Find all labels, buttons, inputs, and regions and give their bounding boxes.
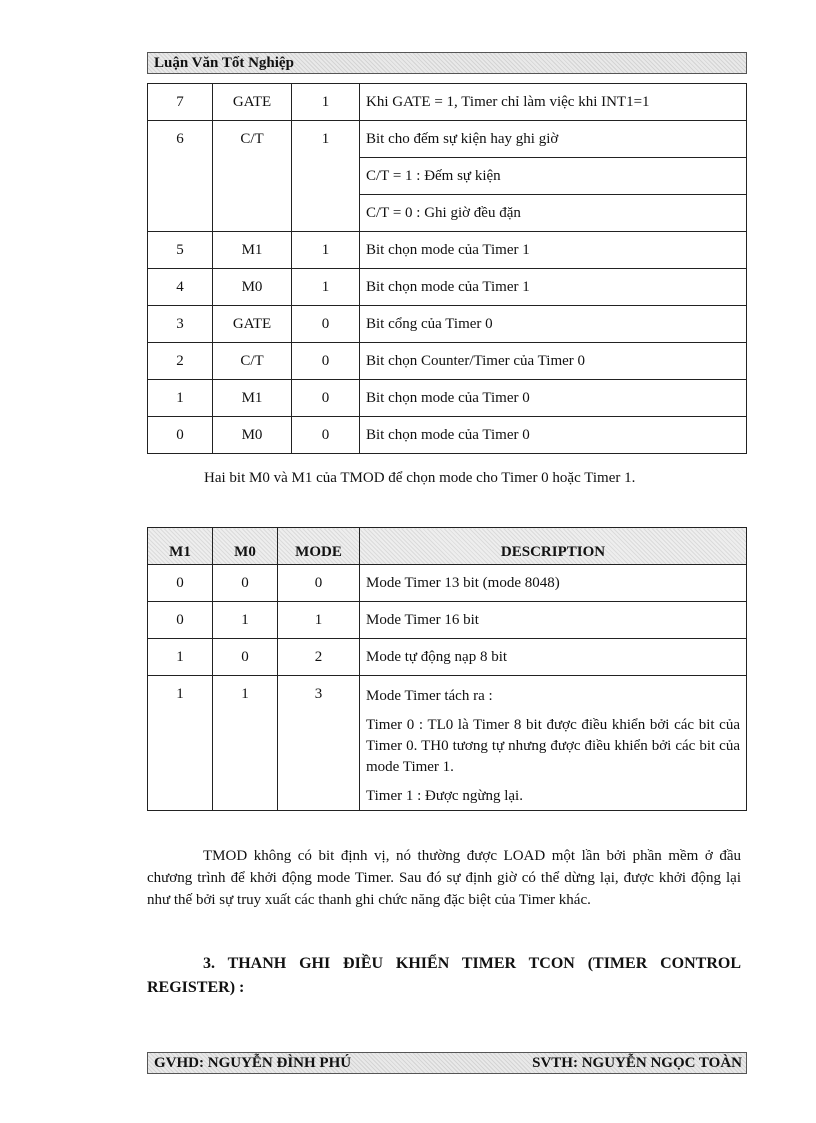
description-line: Timer 0 : TL0 là Timer 8 bit được điều khiển bởi các bit của Timer 0. TH0 tương tự nhưng được điều khiển bởi các bit của mode Timer 1. [366, 717, 740, 775]
bit-value: 0 [292, 380, 360, 417]
paragraph-tmod: TMOD không có bit định vị, nó thường được LOAD một lần bởi phần mềm ở đầu chương trình để khởi động mode Timer. Sau đó sự định giờ có thể dừng lại, được khởi động lại như thế bởi sự truy xuất các thanh ghi chức năng đặc biệt của Timer khác. [147, 848, 741, 908]
bit-description: Bit chọn mode của Timer 1 [360, 269, 747, 306]
column-header-description: DESCRIPTION [360, 528, 747, 565]
table-row [148, 380, 747, 417]
column-header-m0: M0 [213, 528, 278, 565]
table-row [148, 306, 747, 343]
bit-number: 5 [148, 232, 213, 269]
table-row [148, 269, 747, 306]
bit-number: 2 [148, 343, 213, 380]
table-header-row [148, 528, 747, 565]
bit-name: M1 [213, 380, 292, 417]
table-row [148, 417, 747, 454]
header-title: Luận Văn Tốt Nghiệp [154, 55, 294, 71]
table-row [148, 565, 747, 602]
bit-value: 1 [292, 84, 360, 121]
bit-value: 0 [292, 306, 360, 343]
footer-student: SVTH: NGUYỄN NGỌC TOÀN [532, 1055, 742, 1071]
m0-cell: 0 [213, 565, 278, 602]
m0-cell: 1 [213, 602, 278, 639]
mode-cell: 3 [278, 676, 360, 811]
bit-name: M0 [213, 269, 292, 306]
bit-number: 3 [148, 306, 213, 343]
table-row [148, 84, 747, 121]
bit-description: Bit cổng của Timer 0 [360, 306, 747, 343]
m1-cell: 1 [148, 676, 213, 811]
bit-description: Bit chọn mode của Timer 0 [360, 380, 747, 417]
tmod-bit-table [147, 83, 747, 454]
bit-description: Bit chọn mode của Timer 0 [360, 417, 747, 454]
description-cell [360, 676, 747, 811]
description-line: Timer 1 : Được ngừng lại. [366, 788, 523, 804]
description-cell: Mode Timer 13 bit (mode 8048) [360, 565, 747, 602]
m0-cell: 1 [213, 676, 278, 811]
bit-value: 1 [292, 121, 360, 232]
table-row [148, 676, 747, 811]
table-row [148, 602, 747, 639]
table-row [148, 639, 747, 676]
bit-name: GATE [213, 84, 292, 121]
m1-cell: 0 [148, 565, 213, 602]
footer-advisor: GVHD: NGUYỄN ĐÌNH PHÚ [154, 1055, 352, 1071]
paragraph-mode-bits: Hai bit M0 và M1 của TMOD để chọn mode cho Timer 0 hoặc Timer 1. [204, 470, 636, 486]
bit-name: M0 [213, 417, 292, 454]
table-row [148, 343, 747, 380]
table-row [148, 232, 747, 269]
description-cell: Mode tự động nạp 8 bit [360, 639, 747, 676]
m1-cell: 1 [148, 639, 213, 676]
bit-value: 1 [292, 232, 360, 269]
m0-cell: 0 [213, 639, 278, 676]
bit-value: 0 [292, 343, 360, 380]
mode-cell: 0 [278, 565, 360, 602]
mode-cell: 1 [278, 602, 360, 639]
bit-name: C/T [213, 343, 292, 380]
bit-number: 6 [148, 121, 213, 232]
section-heading: 3. THANH GHI ĐIỀU KHIỂN TIMER TCON (TIMER CONTROL REGISTER) : [147, 955, 741, 996]
page-header [147, 52, 747, 74]
bit-value: 0 [292, 417, 360, 454]
bit-description: Bit chọn Counter/Timer của Timer 0 [360, 343, 747, 380]
bit-description: Bit cho đếm sự kiện hay ghi giờ [360, 121, 747, 158]
page-footer [147, 1052, 747, 1074]
table-row [148, 121, 747, 158]
column-header-mode: MODE [278, 528, 360, 565]
bit-number: 0 [148, 417, 213, 454]
bit-name: C/T [213, 121, 292, 232]
bit-number: 1 [148, 380, 213, 417]
bit-number: 4 [148, 269, 213, 306]
mode-cell: 2 [278, 639, 360, 676]
description-line: Mode Timer tách ra : [366, 688, 493, 704]
bit-description: C/T = 0 : Ghi giờ đều đặn [360, 195, 747, 232]
bit-description: Khi GATE = 1, Timer chỉ làm việc khi INT1=1 [360, 84, 747, 121]
bit-value: 1 [292, 269, 360, 306]
description-cell: Mode Timer 16 bit [360, 602, 747, 639]
bit-description: C/T = 1 : Đếm sự kiện [360, 158, 747, 195]
m1-cell: 0 [148, 602, 213, 639]
bit-name: GATE [213, 306, 292, 343]
timer-mode-table [147, 527, 747, 811]
column-header-m1: M1 [148, 528, 213, 565]
bit-name: M1 [213, 232, 292, 269]
bit-description: Bit chọn mode của Timer 1 [360, 232, 747, 269]
bit-number: 7 [148, 84, 213, 121]
